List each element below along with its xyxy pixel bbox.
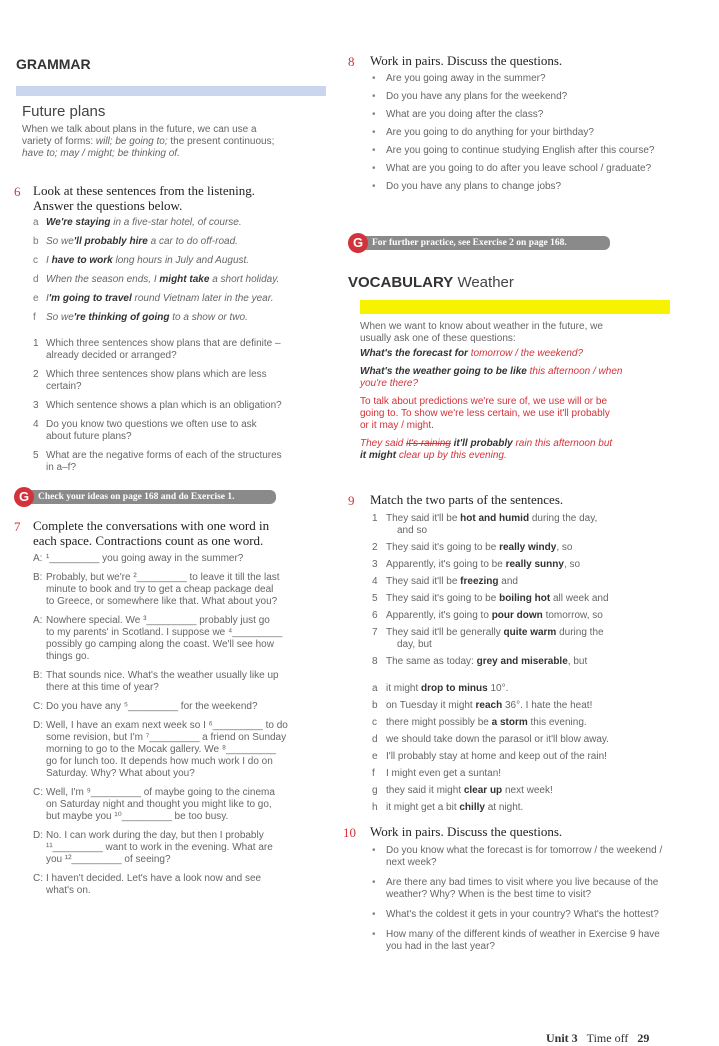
conversation-line [33,873,333,885]
exercise-9-instruction: Match the two parts of the sentences. [370,492,564,507]
discussion-question: • How many of the different kinds of weather in Exercise 9 have you had in the last year? [370,929,670,953]
question-item: 2 Which three sentences show plans which are less certain? [33,369,267,392]
question-item: 3 Which sentence shows a plan which is an obligation? [33,400,282,411]
speaker-label: C: [33,701,43,712]
conversation-line [33,842,333,854]
item-letter: a [372,683,378,694]
conversation-line [33,744,333,756]
conversation-line [33,720,333,732]
line-text: Nowhere special. We ³_________ probably just go [46,615,270,626]
item-letter: g [372,785,378,796]
line-text: Do you have any ⁵_________ for the weekend? [46,701,258,712]
further-practice-text: For further practice, see Exercise 2 on page 168. [358,236,610,250]
further-practice-bar[interactable] [358,236,610,250]
exercise-6-questions [33,338,333,481]
conversation-line [33,787,333,799]
line-text: things go. [46,651,90,662]
sentence-start: 3 Apparently, it's going to be really sunny, so [372,559,581,570]
item-letter: h [372,802,378,813]
conversation-line [33,615,333,627]
item-letter: d [33,274,39,285]
exercise-10-list [370,845,670,961]
exercise-10-instruction: Work in pairs. Discuss the questions. [370,824,563,839]
item-letter: c [33,255,38,266]
sentence-ending: f I might even get a suntan! [372,768,502,779]
exercise-6-sentences [33,217,333,331]
grammar-reference-icon: G [14,487,34,507]
line-text: I haven't decided. Let's have a look now and see [46,873,262,884]
conversation-line [33,682,333,694]
conversation-line [33,584,333,596]
question-item: 5 What are the negative forms of each of the structures in a–f? [33,450,282,473]
discussion-question: • Do you know what the forecast is for tomorrow / the weekend / next week? [370,845,670,869]
speaker-label: B: [33,670,43,681]
grammar-box-accent [16,86,326,96]
sentence-start: 5 They said it's going to be boiling hot all week and [372,593,609,604]
question-item: 1 Which three sentences show plans that are definite – already decided or arranged? [33,338,281,361]
sentence-ending: d we should take down the parasol or it'll blow away. [372,734,609,745]
sentence-start: 1 They said it'll be hot and humid during the day, and so [372,513,598,536]
line-text: on Saturday night and thought you might like to go, [46,799,272,810]
item-number: 1 [372,513,378,524]
item-number: 2 [372,542,378,553]
vocabulary-highlight-bar [360,300,670,314]
conversation-line [33,701,333,713]
item-number: 6 [372,610,378,621]
speaker-label: A: [33,615,43,626]
exercise-9-number: 9 [348,493,355,508]
line-text: some revision, but I'm ⁷_________ a friend on Sunday [46,732,287,743]
sentence-start: 6 Apparently, it's going to pour down tomorrow, so [372,610,603,621]
sentence-ending: c there might possibly be a storm this evening. [372,717,587,728]
item-letter: f [33,312,36,323]
conversation-line [33,854,333,866]
discussion-question: • What are you going to do after you leave school / graduate? [370,163,670,175]
question-number: 4 [33,419,39,430]
conversation-line [33,830,333,842]
footer-title: Time off [586,1031,629,1045]
line-text: Probably, but we're ²_________ to leave it till the last [46,572,280,583]
question-item: 4 Do you know two questions we often use to ask about future plans? [33,419,257,442]
conversation-line [33,799,333,811]
grammar-reference-text: Check your ideas on page 168 and do Exercise 1. [24,490,276,504]
item-number: 8 [372,656,378,667]
question-number: 5 [33,450,39,461]
sentence-text: I have to work long hours in July and August. [46,255,250,266]
exercise-9-second-halves [370,683,680,819]
exercise-7-instruction: Complete the conversations with one word in each space. Contractions count as one word. [33,518,270,548]
line-text: there at this time of year? [46,682,159,693]
exercise-8-number: 8 [348,54,355,69]
exercise-7-number: 7 [14,519,21,534]
speaker-label: D: [33,830,43,841]
line-text: morning to go to the Mocak gallery. We ⁸_________ [46,744,277,755]
line-text: minute to book and try to get a cheap package deal [46,584,274,595]
speaker-label: C: [33,787,43,798]
conversation-line [33,553,333,565]
line-text: ¹_________ you going away in the summer? [46,553,244,564]
line-text: you ¹²_________ of seeing? [46,854,171,865]
discussion-question: • Are you going away in the summer? [370,73,670,85]
vocabulary-heading: VOCABULARY Weather [348,274,514,291]
sentence-ending: h it might get a bit chilly at night. [372,802,524,813]
line-text: Well, I have an exam next week so I ⁶_________ to do [46,720,288,731]
item-letter: d [372,734,378,745]
line-text: No. I can work during the day, but then I probably [46,830,264,841]
sentence-ending: g they said it might clear up next week! [372,785,553,796]
sentence-start: 8 The same as today: grey and miserable, but [372,656,588,667]
line-text: go for lunch too. It depends how much work I do on [46,756,273,767]
sentence-start: 4 They said it'll be freezing and [372,576,518,587]
grammar-intro: When we talk about plans in the future, we can use a variety of forms: will; be going to; the present continuous; have to; may / might; be thinking of. [22,124,275,159]
line-text: but maybe you ¹⁰_________ be too busy. [46,811,229,822]
speaker-label: C: [33,873,43,884]
line-text: possibly go camping along the coast. We'll see how [46,639,274,650]
sentence-item [33,274,333,286]
speaker-label: A: [33,553,43,564]
sentence-item [33,217,333,229]
line-text: to my parents' in Scotland. I suppose we ⁴_________ [46,627,283,638]
conversation-line [33,732,333,744]
speaker-label: B: [33,572,43,583]
sentence-start: 2 They said it's going to be really windy, so [372,542,573,553]
sentence-text: When the season ends, I might take a short holiday. [46,274,280,285]
conversation-line [33,627,333,639]
exercise-9-first-halves [370,513,680,673]
discussion-question: • Do you have any plans to change jobs? [370,181,670,193]
question-number: 1 [33,338,39,349]
line-text: That sounds nice. What's the weather usually like up [46,670,279,681]
item-letter: a [33,217,39,228]
conversation-line [33,811,333,823]
question-number: 3 [33,400,39,411]
speaker-label: D: [33,720,43,731]
footer-unit: Unit 3 [546,1031,578,1045]
sentence-item [33,293,333,305]
line-text: Saturday. Why? What about you? [46,768,195,779]
grammar-heading: GRAMMAR [16,56,91,72]
item-letter: e [372,751,378,762]
sentence-ending: a it might drop to minus 10°. [372,683,509,694]
line-text: to Greece, or somewhere like that. What about you? [46,596,278,607]
page-footer [546,1031,649,1046]
sentence-text: So we'll probably hire a car to do off-road. [46,236,238,247]
exercise-10-number: 10 [343,825,356,840]
exercise-6-title: 6 [14,184,21,199]
sentence-item [33,255,333,267]
exercise-8-list [370,73,670,199]
conversation-line [33,572,333,584]
sentence-start: 7 They said it'll be generally quite warm during the day, but [372,627,604,650]
conversation-line [33,651,333,663]
sentence-text: I'm going to travel round Vietnam later in the year. [46,293,274,304]
item-letter: e [33,293,39,304]
item-number: 3 [372,559,378,570]
discussion-question: • What are you doing after the class? [370,109,670,121]
further-practice-icon: G [348,233,368,253]
grammar-box-title: Future plans [22,103,106,120]
item-number: 7 [372,627,378,638]
conversation-line [33,885,333,897]
question-number: 2 [33,369,39,380]
discussion-question: • Are you going to continue studying English after this course? [370,145,670,157]
item-letter: b [372,700,378,711]
sentence-text: So we're thinking of going to a show or two. [46,312,248,323]
conversation-line [33,670,333,682]
conversation-line [33,756,333,768]
discussion-question: • Do you have any plans for the weekend? [370,91,670,103]
discussion-question: • What's the coldest it gets in your country? What's the hottest? [370,909,670,921]
exercise-6-instruction: Look at these sentences from the listening. Answer the questions below. [33,183,256,213]
conversation-line [33,768,333,780]
item-number: 4 [372,576,378,587]
discussion-question: • Are you going to do anything for your birthday? [370,127,670,139]
discussion-question: • Are there any bad times to visit where you live because of the weather? Why? When is the best time to visit? [370,877,670,901]
exercise-8-instruction: Work in pairs. Discuss the questions. [370,53,563,68]
conversation-line [33,596,333,608]
line-text: Well, I'm ⁹_________ of maybe going to the cinema [46,787,275,798]
vocabulary-box: When we want to know about weather in the future, we usually ask one of these questions: What's the forecast for tomorrow / the weekend? What's the weather going to be like this afternoon / when you're there? To talk about predictions we're sure of, we use will or be going to. To show we're less certain, we use it'll probably or it may / might. They said it's raining it'll probably rain this afternoon but it might clear up by this evening. [360,321,623,461]
sentence-ending: e I'll probably stay at home and keep out of the rain! [372,751,607,762]
line-text: what's on. [46,885,91,896]
item-letter: f [372,768,375,779]
sentence-ending: b on Tuesday it might reach 36°. I hate the heat! [372,700,593,711]
item-number: 5 [372,593,378,604]
sentence-text: We're staying in a five-star hotel, of course. [46,217,242,228]
sentence-item [33,236,333,248]
sentence-item [33,312,333,324]
grammar-reference-bar[interactable] [24,490,276,504]
footer-page-number: 29 [637,1031,650,1045]
exercise-7-conversations [33,553,333,897]
item-letter: b [33,236,39,247]
line-text: ¹¹_________ want to work in the evening. What are [46,842,273,853]
item-letter: c [372,717,377,728]
conversation-line [33,639,333,651]
